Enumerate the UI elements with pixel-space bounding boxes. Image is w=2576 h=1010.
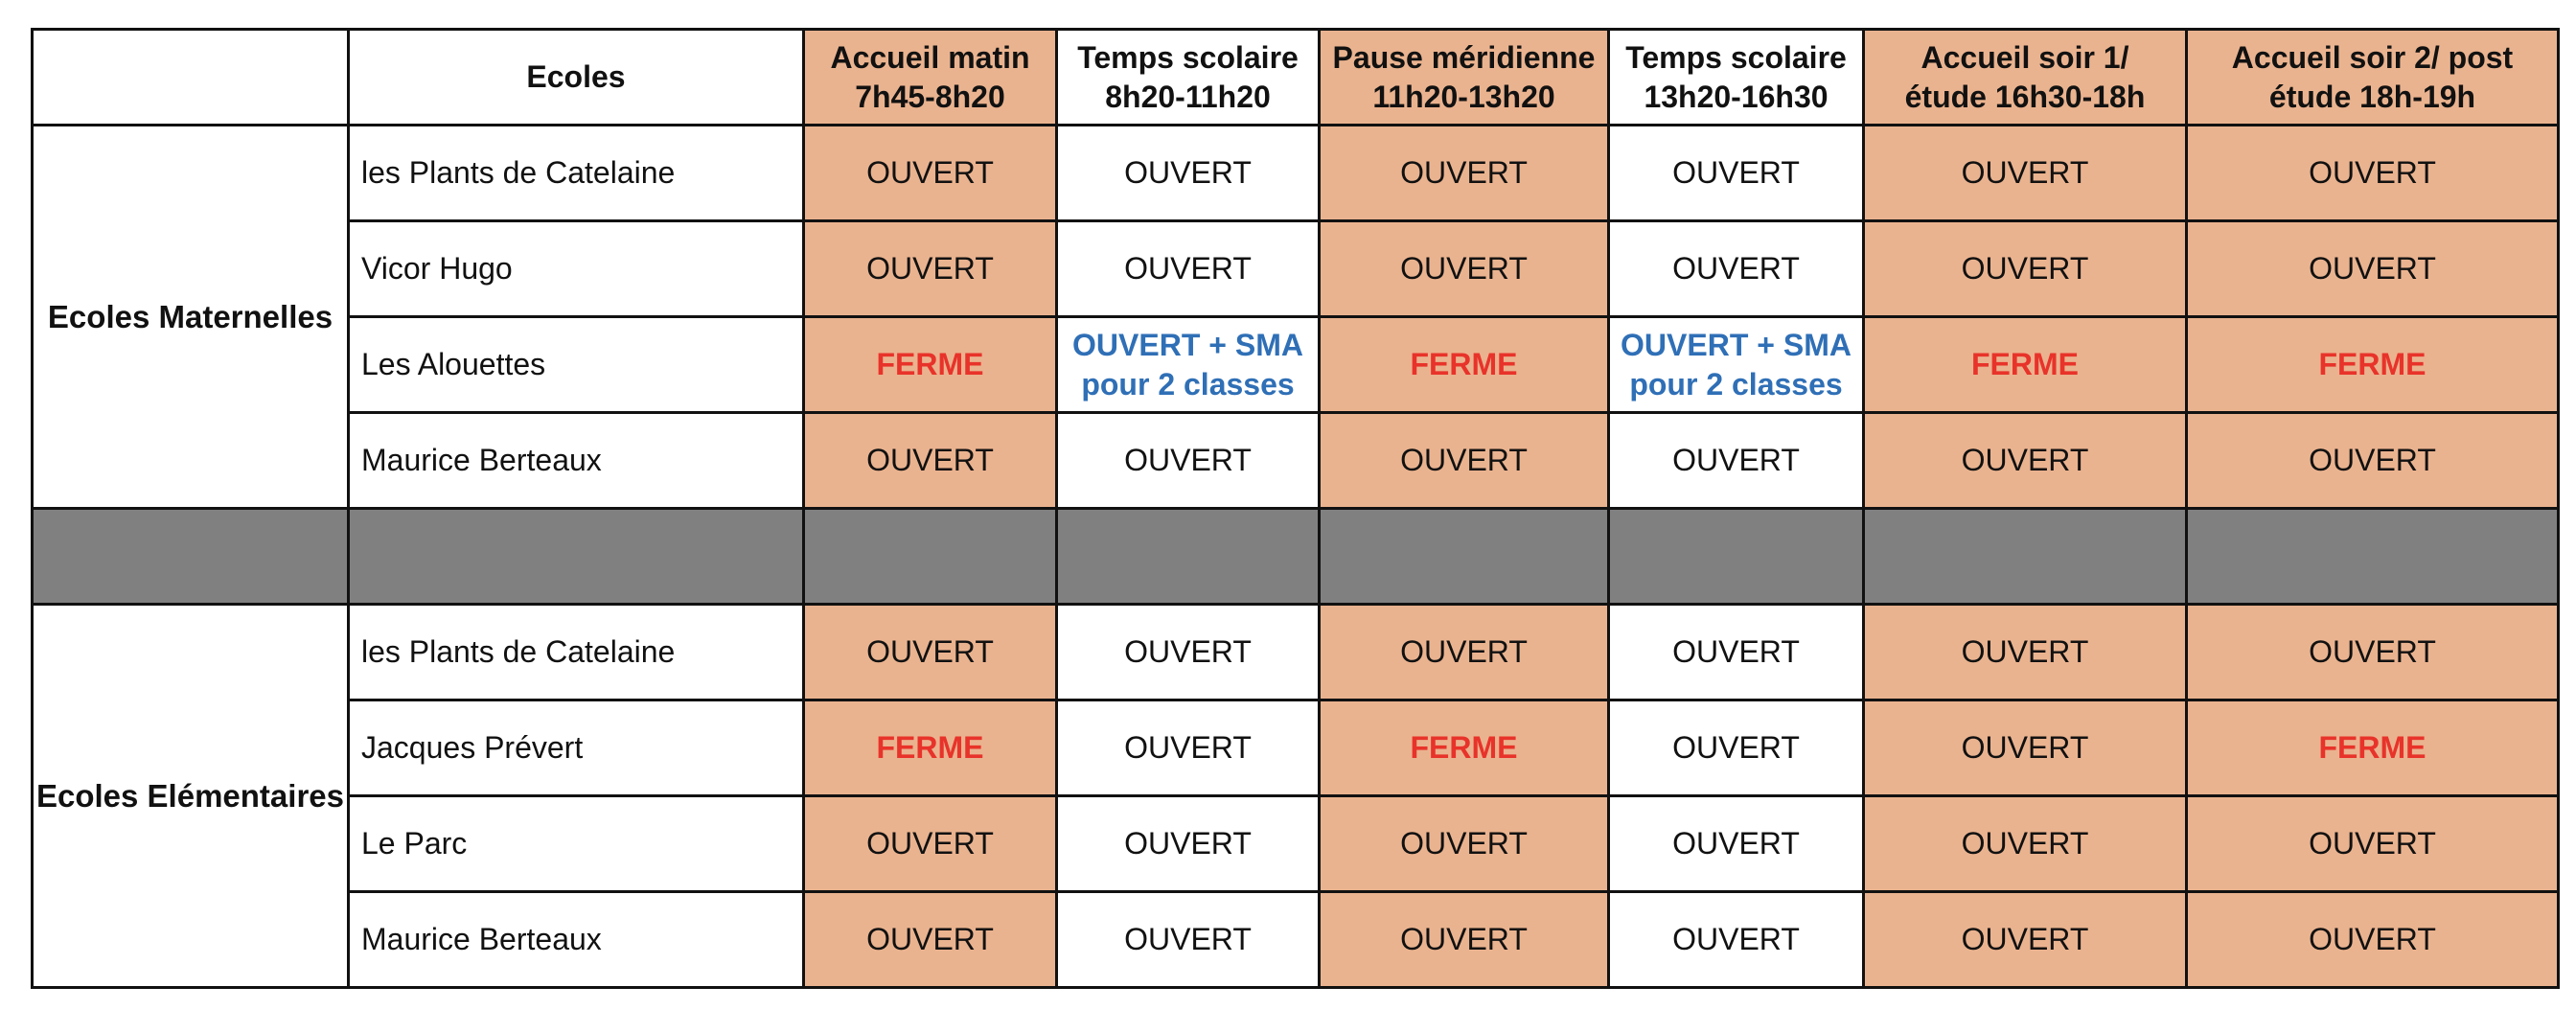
school-name: les Plants de Catelaine	[349, 605, 804, 700]
status-text: OUVERT	[866, 634, 994, 669]
status-cell	[1864, 892, 2187, 988]
table-row	[33, 317, 2559, 413]
status-cell	[1609, 796, 1864, 892]
status-text: FERME	[1410, 730, 1518, 765]
corner-cell	[33, 30, 349, 126]
status-text: OUVERT + SMA pour 2 classes	[1072, 327, 1303, 402]
status-cell	[1609, 605, 1864, 700]
status-cell	[804, 796, 1057, 892]
status-cell	[1864, 700, 2187, 796]
status-text: OUVERT	[1672, 922, 1800, 956]
table-row	[33, 413, 2559, 509]
status-cell	[804, 700, 1057, 796]
status-text: OUVERT	[2309, 634, 2436, 669]
status-text: OUVERT	[1124, 922, 1252, 956]
status-text: OUVERT	[1400, 634, 1528, 669]
status-cell	[2187, 605, 2559, 700]
status-text: OUVERT	[1400, 155, 1528, 190]
table-row	[33, 605, 2559, 700]
table-row	[33, 892, 2559, 988]
separator-cell	[1609, 509, 1864, 605]
status-cell	[804, 126, 1057, 221]
status-text: OUVERT	[1124, 730, 1252, 765]
status-text: OUVERT	[2309, 826, 2436, 861]
status-text: OUVERT	[1124, 826, 1252, 861]
status-cell	[1609, 126, 1864, 221]
status-cell	[1057, 221, 1320, 317]
status-text: OUVERT	[1400, 443, 1528, 477]
status-text: OUVERT	[866, 443, 994, 477]
group-label: Ecoles Elémentaires	[33, 605, 349, 988]
status-text: FERME	[876, 730, 984, 765]
status-text: OUVERT	[2309, 922, 2436, 956]
status-text: OUVERT	[1672, 634, 1800, 669]
status-text: OUVERT + SMA pour 2 classes	[1621, 327, 1852, 402]
status-text: OUVERT	[1961, 826, 2089, 861]
status-text: OUVERT	[2309, 155, 2436, 190]
status-cell	[1864, 413, 2187, 509]
status-text: OUVERT	[866, 826, 994, 861]
school-name: Les Alouettes	[349, 317, 804, 413]
status-text: OUVERT	[1400, 251, 1528, 286]
status-text: OUVERT	[1961, 251, 2089, 286]
status-cell	[1609, 700, 1864, 796]
status-text: FERME	[2318, 347, 2426, 381]
header-pause-meridienne: Pause méridienne 11h20-13h20	[1320, 30, 1609, 126]
status-text: OUVERT	[1124, 443, 1252, 477]
separator-cell	[349, 509, 804, 605]
status-cell	[1864, 605, 2187, 700]
status-cell	[1609, 413, 1864, 509]
status-cell	[1609, 892, 1864, 988]
status-text: OUVERT	[1961, 634, 2089, 669]
status-text: OUVERT	[1124, 251, 1252, 286]
status-text: FERME	[1410, 347, 1518, 381]
school-name: les Plants de Catelaine	[349, 126, 804, 221]
table-row	[33, 700, 2559, 796]
status-cell	[1057, 892, 1320, 988]
status-cell	[804, 221, 1057, 317]
separator-cell	[804, 509, 1057, 605]
status-cell	[2187, 221, 2559, 317]
group-label: Ecoles Maternelles	[33, 126, 349, 509]
status-cell	[2187, 700, 2559, 796]
status-text: OUVERT	[866, 155, 994, 190]
status-cell	[2187, 413, 2559, 509]
status-cell	[1609, 317, 1864, 413]
status-text: OUVERT	[1672, 730, 1800, 765]
group-separator-row	[33, 509, 2559, 605]
status-text: OUVERT	[1124, 155, 1252, 190]
status-cell	[1057, 413, 1320, 509]
status-cell	[1320, 221, 1609, 317]
status-text: OUVERT	[866, 922, 994, 956]
status-cell	[804, 413, 1057, 509]
school-name: Maurice Berteaux	[349, 413, 804, 509]
header-accueil-matin: Accueil matin 7h45-8h20	[804, 30, 1057, 126]
status-cell	[1320, 892, 1609, 988]
separator-cell	[33, 509, 349, 605]
header-row	[33, 30, 2559, 126]
school-name: Jacques Prévert	[349, 700, 804, 796]
status-cell	[804, 892, 1057, 988]
table-row	[33, 221, 2559, 317]
status-text: FERME	[1971, 347, 2079, 381]
status-cell	[1057, 605, 1320, 700]
status-cell	[1057, 126, 1320, 221]
status-text: OUVERT	[1672, 251, 1800, 286]
status-cell	[1057, 317, 1320, 413]
status-text: OUVERT	[1672, 826, 1800, 861]
table-row	[33, 796, 2559, 892]
header-schools: Ecoles	[349, 30, 804, 126]
status-text: OUVERT	[2309, 443, 2436, 477]
header-accueil-soir-1: Accueil soir 1/ étude 16h30-18h	[1864, 30, 2187, 126]
separator-cell	[1057, 509, 1320, 605]
status-cell	[1057, 796, 1320, 892]
status-text: OUVERT	[1961, 155, 2089, 190]
separator-cell	[2187, 509, 2559, 605]
status-cell	[1320, 317, 1609, 413]
status-cell	[804, 317, 1057, 413]
status-text: OUVERT	[1961, 443, 2089, 477]
status-text: OUVERT	[866, 251, 994, 286]
status-text: OUVERT	[1400, 826, 1528, 861]
status-text: OUVERT	[1124, 634, 1252, 669]
status-text: OUVERT	[1400, 922, 1528, 956]
status-cell	[2187, 892, 2559, 988]
status-text: OUVERT	[2309, 251, 2436, 286]
status-cell	[1320, 413, 1609, 509]
status-cell	[2187, 126, 2559, 221]
status-text: OUVERT	[1961, 730, 2089, 765]
table-row	[33, 126, 2559, 221]
school-name: Le Parc	[349, 796, 804, 892]
school-name: Maurice Berteaux	[349, 892, 804, 988]
header-accueil-soir-2: Accueil soir 2/ post étude 18h-19h	[2187, 30, 2559, 126]
status-cell	[1864, 221, 2187, 317]
status-text: FERME	[2318, 730, 2426, 765]
status-cell	[1320, 796, 1609, 892]
separator-cell	[1320, 509, 1609, 605]
status-text: FERME	[876, 347, 984, 381]
status-cell	[804, 605, 1057, 700]
status-cell	[1057, 700, 1320, 796]
status-cell	[2187, 796, 2559, 892]
status-cell	[2187, 317, 2559, 413]
status-cell	[1864, 126, 2187, 221]
status-cell	[1320, 605, 1609, 700]
header-temps-scolaire-matin: Temps scolaire 8h20-11h20	[1057, 30, 1320, 126]
status-text: OUVERT	[1672, 443, 1800, 477]
status-cell	[1864, 796, 2187, 892]
school-name: Vicor Hugo	[349, 221, 804, 317]
status-cell	[1864, 317, 2187, 413]
header-temps-scolaire-apres-midi: Temps scolaire 13h20-16h30	[1609, 30, 1864, 126]
status-cell	[1320, 700, 1609, 796]
separator-cell	[1864, 509, 2187, 605]
status-cell	[1320, 126, 1609, 221]
schedule-table	[31, 28, 2560, 989]
status-cell	[1609, 221, 1864, 317]
status-text: OUVERT	[1672, 155, 1800, 190]
status-text: OUVERT	[1961, 922, 2089, 956]
